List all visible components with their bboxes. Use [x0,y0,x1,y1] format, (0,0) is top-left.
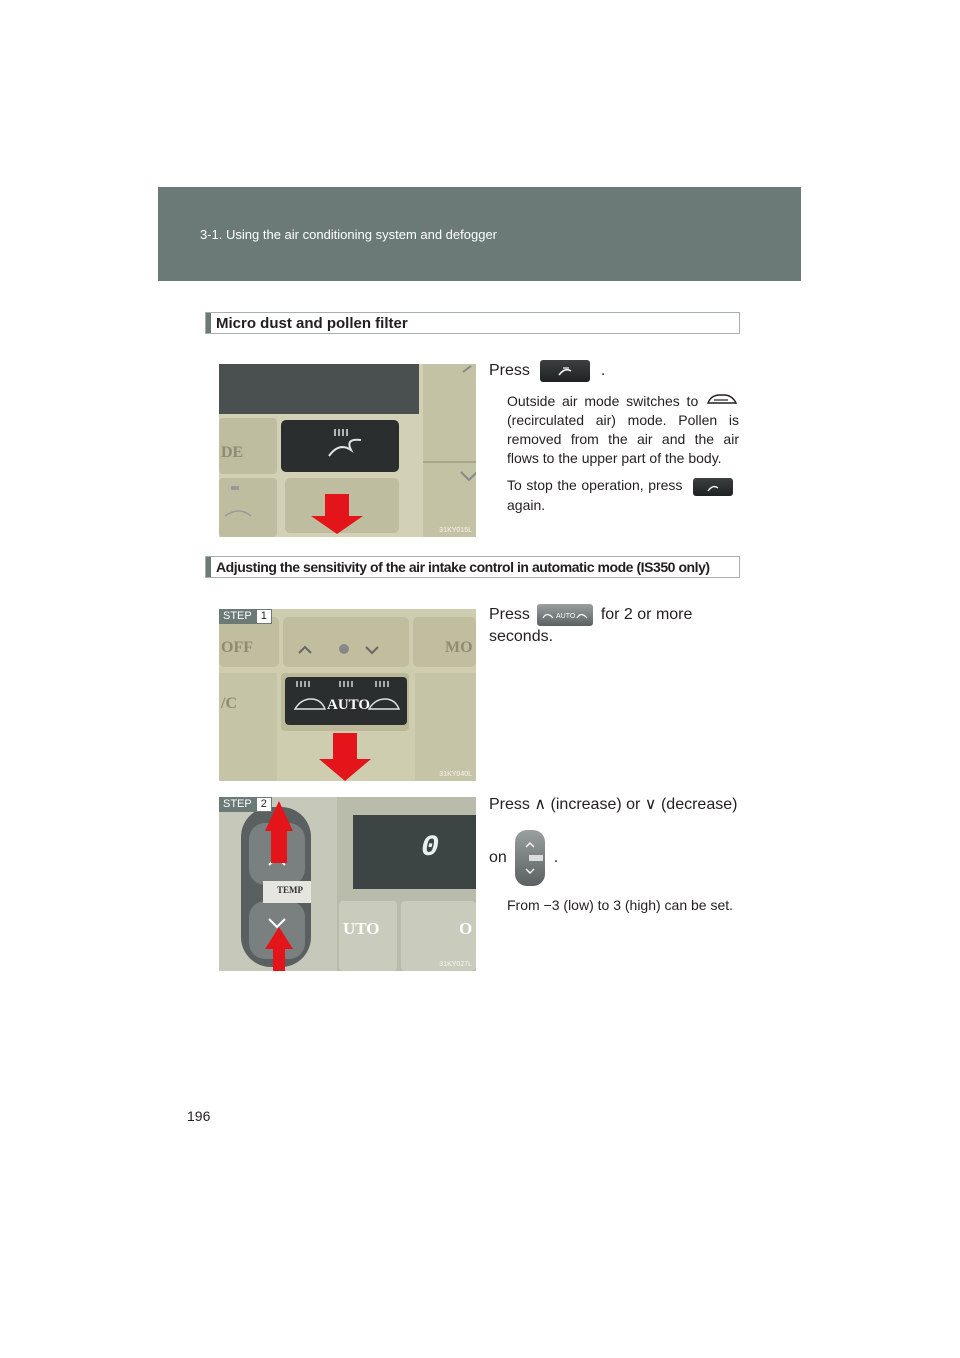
down-symbol: ∨ [644,796,657,813]
temp-label: TEMP [277,885,303,895]
recirculated-air-icon [705,393,739,409]
page-number: 196 [187,1108,211,1124]
display-value: 0 [421,831,440,865]
figure-code: 31KY027L [439,961,472,968]
figure-code: 31KY040L [439,771,472,778]
figure-code: 31KY015L [439,527,472,534]
section-title: Adjusting the sensitivity of the air intake control in automatic mode (IS350 only) [216,559,710,575]
chapter-title: 3-1. Using the air conditioning system and defogger [200,227,498,242]
section-heading-sensitivity [205,556,740,578]
section-title: Micro dust and pollen filter [216,315,408,332]
temp-range-note: From −3 (low) to 3 (high) can be set. [507,897,734,913]
mode-button-label: DE [221,444,244,461]
auto-button-illustration [219,609,476,781]
ac-label: /C [221,695,237,712]
svg-text:AUTO: AUTO [556,613,576,620]
temp-switch-icon [515,830,545,886]
instruction-filter: Press . Outside air mode switches to (recirculated air) mode. Pollen is removed from the air and the air flows to the upper part of the body. To stop the operation, press again. [489,360,739,515]
temp-switch-illustration [219,797,476,971]
photo-temp-switch [219,797,476,971]
photo-filter-button [219,364,476,537]
chapter-header [158,187,801,281]
photo-auto-button [219,609,476,781]
mode-label: MO [445,639,473,656]
step-2-tag: STEP 2 [219,797,272,812]
filter-button-illustration [219,364,476,537]
auto-label: AUTO [327,697,371,713]
step-1-tag: STEP 1 [219,609,272,624]
filter-button-icon-small [693,478,733,496]
auto-button-icon [537,604,593,626]
instruction-step-2: Press ∧ (increase) or ∨ (decrease) on . From −3 (low) to 3 (high) can be set. [489,796,738,913]
off-label: OFF [221,639,253,656]
off-label: O [459,919,473,938]
auto-label: UTO [343,919,380,938]
instruction-step-1: Press AUTO for 2 or more seconds. [489,604,739,648]
filter-button-icon [540,360,590,382]
section-heading-filter [205,312,740,334]
up-symbol: ∧ [534,796,547,813]
